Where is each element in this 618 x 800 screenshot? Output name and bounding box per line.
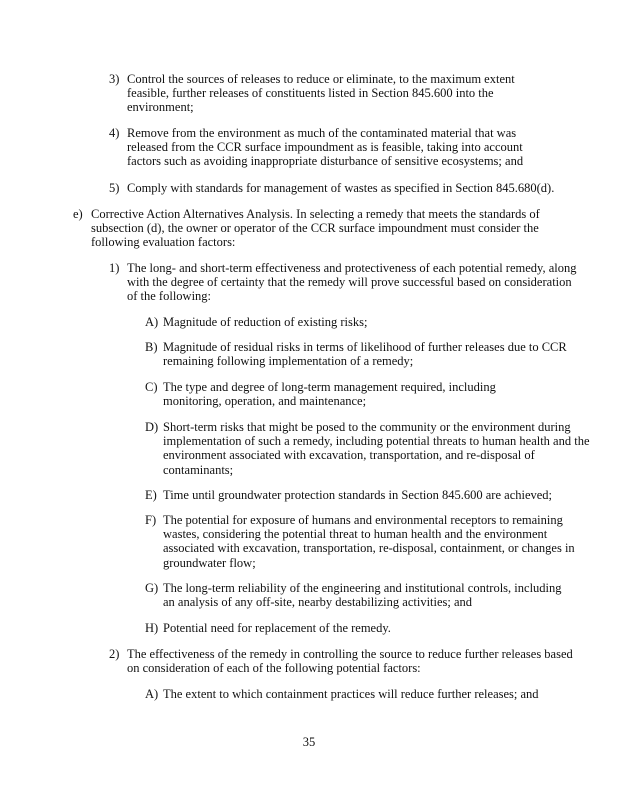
item-text: Control the sources of releases to reduce or eliminate, to the maximum extent feasible, further releases of constituents listed in Section 845.600 into the environment;	[127, 72, 515, 115]
item-marker: A)	[145, 687, 159, 701]
item-marker: 2)	[109, 647, 120, 661]
item-b-residual-risks	[145, 340, 575, 368]
item-c-long-term-management	[145, 380, 505, 408]
item-text: The type and degree of long-term management required, including monitoring, operation, and maintenance;	[163, 380, 496, 409]
item-a-magnitude-reduction	[145, 315, 565, 329]
item-text: Magnitude of residual risks in terms of likelihood of further releases due to CCR remaining following implementation of a remedy;	[163, 340, 567, 369]
item-marker: 4)	[109, 126, 120, 140]
item-h-replacement-need	[145, 621, 575, 635]
page-number: 35	[302, 735, 316, 749]
item-d-short-term-risks	[145, 420, 590, 477]
item-4-remove-contaminated-material	[109, 126, 554, 169]
item-text: Time until groundwater protection standards in Section 845.600 are achieved;	[163, 488, 553, 502]
item-marker: C)	[145, 380, 158, 394]
item-marker: A)	[145, 315, 159, 329]
item-marker: G)	[145, 581, 159, 595]
item-e-corrective-action-analysis	[73, 207, 583, 250]
item-marker: e)	[73, 207, 83, 221]
item-5-comply-with-standards	[109, 181, 569, 195]
item-text: Remove from the environment as much of the contaminated material that was released from the CCR surface impoundment as is feasible, taking into account factors such as avoiding inappropriate disturbance of sensitive ecosystems; and	[127, 126, 524, 169]
item-text: Comply with standards for management of wastes as specified in Section 845.680(d).	[127, 181, 555, 195]
item-text: Corrective Action Alternatives Analysis. In selecting a remedy that meets the standards of subsection (d), the owner or operator of the CCR surface impoundment must consider the following evaluation factors:	[91, 207, 540, 250]
item-marker: B)	[145, 340, 158, 354]
item-text: The long-term reliability of the engineering and institutional controls, including an analysis of any off-site, nearby destabilizing activities; and	[163, 581, 562, 610]
item-3-control-sources	[109, 72, 554, 115]
item-text: The long- and short-term effectiveness and protectiveness of each potential remedy, along with the degree of certainty that the remedy will prove successful based on consideration of the following:	[127, 261, 577, 304]
item-text: The extent to which containment practices will reduce further releases; and	[163, 687, 539, 701]
item-marker: 5)	[109, 181, 120, 195]
item-text: The effectiveness of the remedy in controlling the source to reduce further releases based on consideration of each of the following potential factors:	[127, 647, 573, 676]
item-marker: D)	[145, 420, 159, 434]
item-text: The potential for exposure of humans and environmental receptors to remaining wastes, considering the potential threat to human health and the environment associated with excavation, transportation, re-disposal, containment, or changes in groundwater flow;	[163, 513, 575, 570]
item-text: Magnitude of reduction of existing risks;	[163, 315, 368, 329]
item-2-source-control-effectiveness	[109, 647, 579, 675]
item-f-potential-exposure	[145, 513, 575, 570]
item-marker: 1)	[109, 261, 120, 275]
item-text: Short-term risks that might be posed to the community or the environment during implementation of such a remedy, including potential threats to human health and the environment associated with excavation, transportation, and re-disposal of contaminants;	[163, 420, 590, 477]
item-marker: H)	[145, 621, 159, 635]
item-e-time-until-standards	[145, 488, 590, 502]
item-a-containment-practices	[145, 687, 590, 701]
item-marker: E)	[145, 488, 157, 502]
item-g-long-term-reliability	[145, 581, 575, 609]
item-marker: F)	[145, 513, 157, 527]
item-marker: 3)	[109, 72, 120, 86]
item-text: Potential need for replacement of the remedy.	[163, 621, 391, 635]
item-1-effectiveness-protectiveness	[109, 261, 583, 304]
